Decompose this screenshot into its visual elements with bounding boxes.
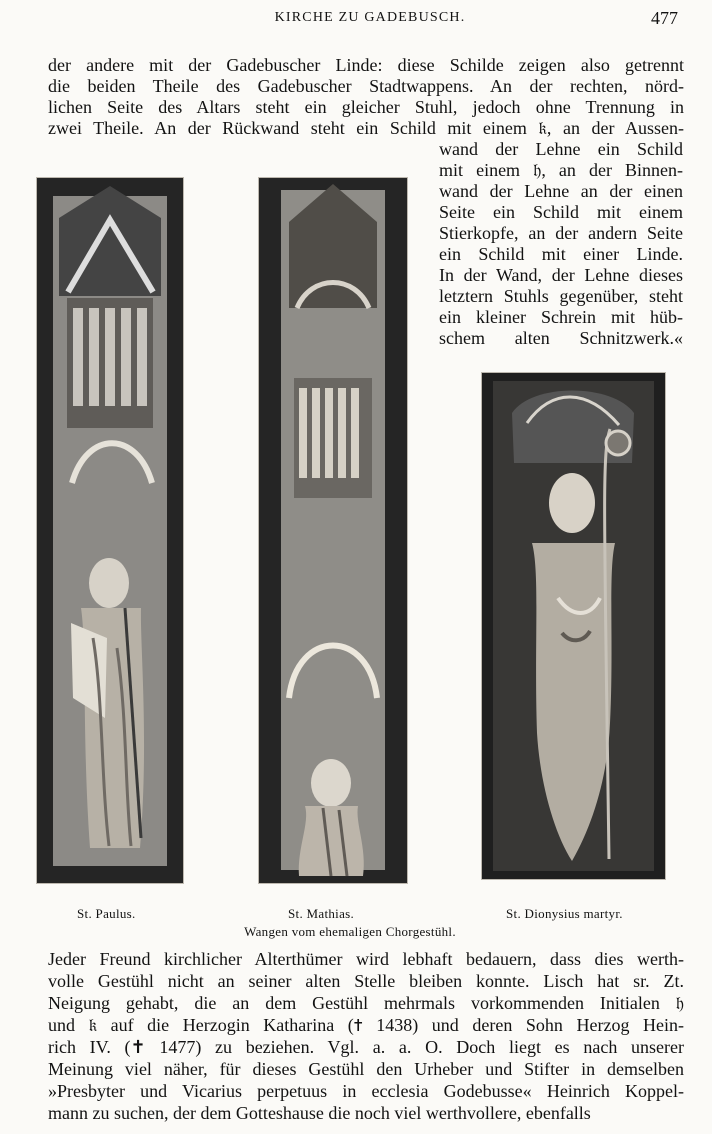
running-head: KIRCHE ZU GADEBUSCH. — [274, 10, 466, 25]
right-column-line: mit einem 𝔥, an der Binnen- — [439, 160, 683, 180]
right-column-line: schem alten Schnitzwerk.« — [439, 328, 683, 348]
caption-st-mathias: St. Mathias. — [288, 906, 355, 921]
right-column-line: wand der Lehne an der einen — [439, 181, 683, 201]
figure-caption: Wangen vom ehemaligen Chorgestühl. — [244, 924, 456, 939]
caption-st-paulus: St. Paulus. — [77, 906, 136, 921]
body-line: Jeder Freund kirchlicher Alterthümer wird lebhaft bedauern, dass dies werth- — [48, 949, 684, 969]
body-line: die beiden Theile des Gadebuscher Stadtwappens. An der rechten, nörd- — [48, 76, 684, 96]
right-column-line: wand der Lehne ein Schild — [439, 139, 683, 159]
page-number: 477 — [651, 8, 678, 28]
right-column-line: letztern Stuhls gegenüber, steht — [439, 286, 683, 306]
caption-st-dionysius: St. Dionysius martyr. — [506, 906, 623, 921]
body-line: und 𝔨 auf die Herzogin Katharina (✝ 1438) und deren Sohn Herzog Hein- — [48, 1015, 684, 1035]
body-line: lichen Seite des Altars steht ein gleicher Stuhl, jedoch ohne Trennung in — [48, 97, 684, 117]
body-line: rich IV. (✝ 1477) zu beziehen. Vgl. a. a. O. Doch liegt es nach unserer — [48, 1037, 684, 1057]
st-mathias-carving — [258, 177, 408, 884]
body-line: Meinung viel näher, für dieses Gestühl den Urheber und Stifter in demselben — [48, 1059, 684, 1079]
right-column-line: ein Schild mit einer Linde. — [439, 244, 683, 264]
right-column-line: Stierkopfe, an der andern Seite — [439, 223, 683, 243]
st-dionysius-carving — [481, 372, 666, 880]
right-column-line: Seite ein Schild mit einem — [439, 202, 683, 222]
body-line: Neigung gehabt, die an dem Gestühl mehrmals vorkommenden Initialen 𝔥 — [48, 993, 684, 1013]
body-line: mann zu suchen, der dem Gotteshause die noch viel werthvollere, ebenfalls — [48, 1103, 591, 1123]
body-line: zwei Theile. An der Rückwand steht ein Schild mit einem 𝔨, an der Aussen- — [48, 118, 684, 138]
right-column-line: In der Wand, der Lehne dieses — [439, 265, 683, 285]
right-column-line: ein kleiner Schrein mit hüb- — [439, 307, 683, 327]
body-line: »Presbyter und Vicarius perpetuus in ecclesia Godebusse« Heinrich Koppel- — [48, 1081, 684, 1101]
st-paulus-carving — [36, 177, 184, 884]
body-line: der andere mit der Gadebuscher Linde: diese Schilde zeigen also getrennt — [48, 55, 684, 75]
body-line: volle Gestühl nicht an seiner alten Stelle bleiben konnte. Lisch hat sr. Zt. — [48, 971, 684, 991]
